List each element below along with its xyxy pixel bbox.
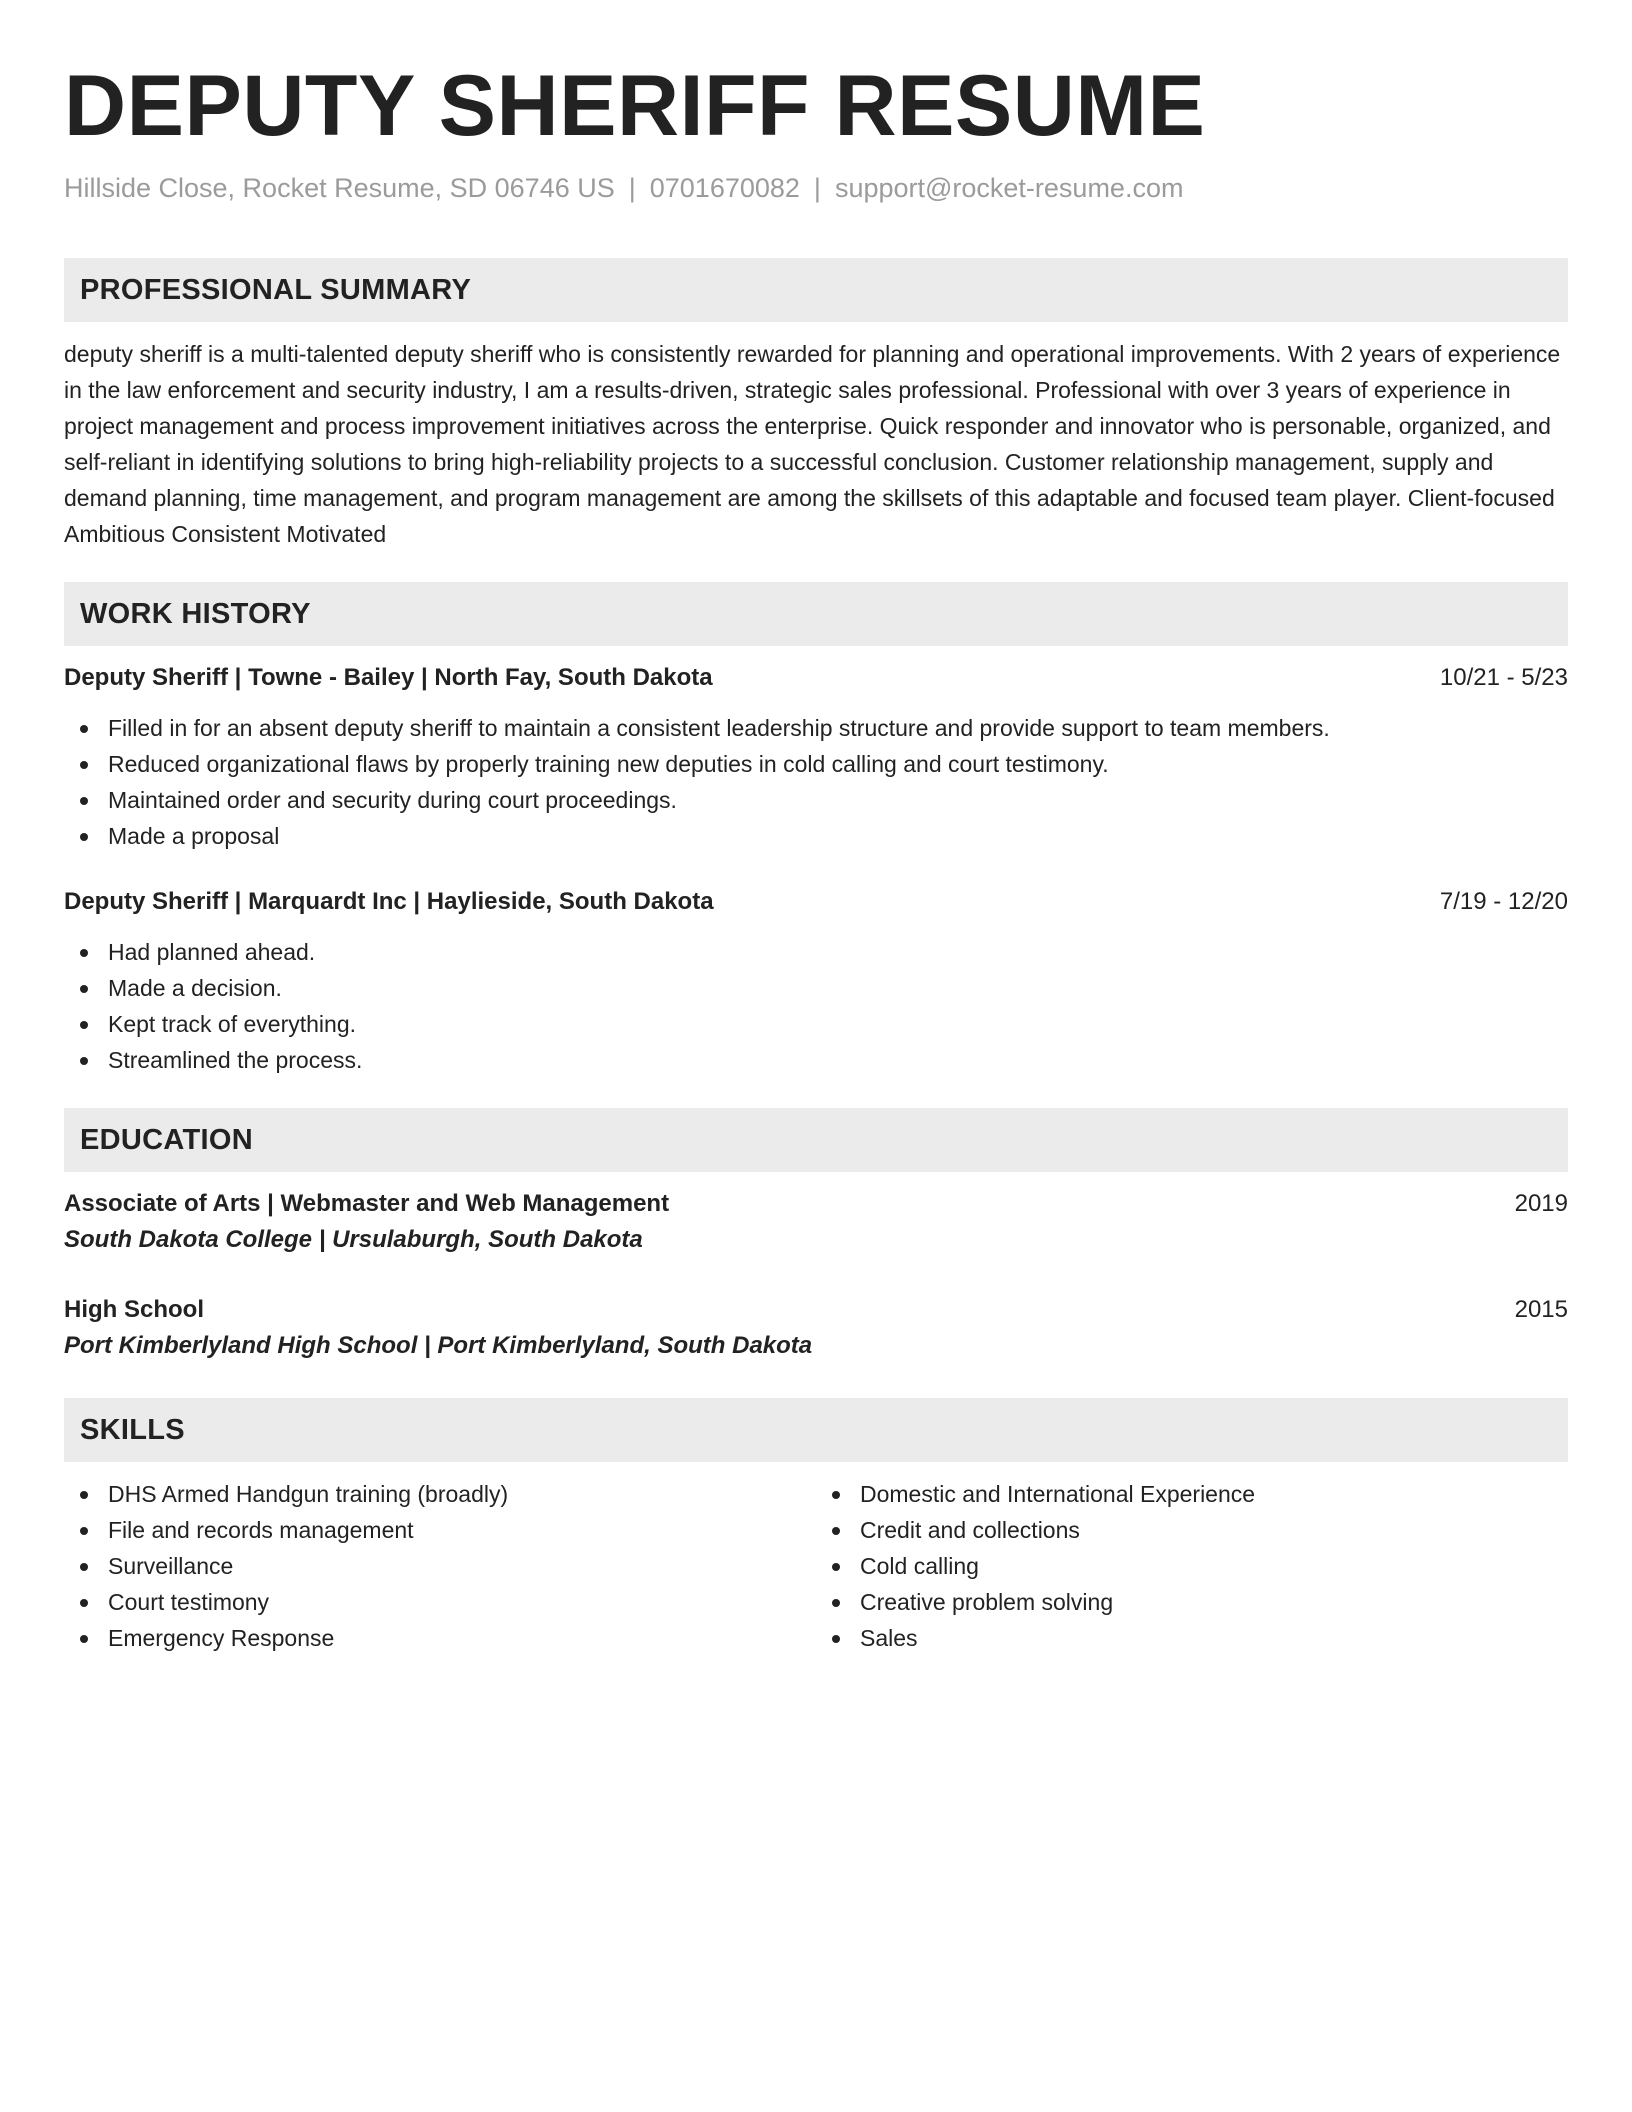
skill-item: Cold calling — [816, 1548, 1568, 1584]
skills-list-left — [64, 1476, 816, 1656]
job-bullets — [64, 710, 1568, 854]
skill-item: DHS Armed Handgun training (broadly) — [64, 1476, 816, 1512]
job-bullet: Reduced organizational flaws by properly training new deputies in cold calling and court testimony. — [64, 746, 1568, 782]
skill-item: Creative problem solving — [816, 1584, 1568, 1620]
job-dates: 7/19 - 12/20 — [1439, 888, 1568, 915]
job-title: Deputy Sheriff | Towne - Bailey | North Fay, South Dakota — [64, 664, 713, 691]
work-entry — [64, 660, 1568, 854]
contact-line — [64, 170, 1568, 206]
section-header-education: EDUCATION — [64, 1108, 1568, 1172]
summary-text: deputy sheriff is a multi-talented deputy sheriff who is consistently rewarded for planning and operational improvements. With 2 years of experience in the law enforcement and security industry, I am a results-driven, strategic sales professional. Professional with over 3 years of experience in project management and process improvement initiatives across the enterprise. Quick responder and innovator who is personable, organized, and self-reliant in identifying solutions to bring high-reliability projects to a successful conclusion. Customer relationship management, supply and demand planning, time management, and program management are among the skillsets of this adaptable and focused team player. Client-focused Ambitious Consistent Motivated — [64, 341, 1561, 547]
education-entry-header — [64, 1186, 1568, 1222]
contact-separator: | — [628, 173, 636, 203]
degree-title: Associate of Arts | Webmaster and Web Management — [64, 1190, 670, 1217]
job-bullet: Streamlined the process. — [64, 1042, 1568, 1078]
skill-item: Surveillance — [64, 1548, 816, 1584]
job-bullet: Made a decision. — [64, 970, 1568, 1006]
contact-separator: | — [813, 173, 821, 203]
education-year: 2019 — [1514, 1190, 1568, 1217]
resume-title: DEPUTY SHERIFF RESUME — [64, 58, 1206, 154]
contact-phone: 0701670082 — [649, 173, 800, 203]
education-list — [64, 1186, 1568, 1364]
section-header-work-history: WORK HISTORY — [64, 582, 1568, 646]
education-year: 2015 — [1514, 1296, 1568, 1323]
job-dates: 10/21 - 5/23 — [1439, 664, 1568, 691]
education-entry — [64, 1292, 1568, 1364]
skill-item: Sales — [816, 1620, 1568, 1656]
skill-item: File and records management — [64, 1512, 816, 1548]
job-title: Deputy Sheriff | Marquardt Inc | Haylieside, South Dakota — [64, 888, 714, 915]
work-entry-header — [64, 884, 1568, 920]
skill-item: Credit and collections — [816, 1512, 1568, 1548]
job-bullet: Maintained order and security during court proceedings. — [64, 782, 1568, 818]
job-bullet: Filled in for an absent deputy sheriff to maintain a consistent leadership structure and provide support to team members. — [64, 710, 1568, 746]
job-bullet: Kept track of everything. — [64, 1006, 1568, 1042]
skills-columns — [64, 1476, 1568, 1656]
work-history-list — [64, 660, 1568, 1078]
work-entry-header — [64, 660, 1568, 696]
school-name: South Dakota College | Ursulaburgh, South Dakota — [64, 1226, 643, 1253]
job-bullet: Made a proposal — [64, 818, 1568, 854]
school-name: Port Kimberlyland High School | Port Kimberlyland, South Dakota — [64, 1332, 813, 1359]
job-bullets — [64, 934, 1568, 1078]
section-header-summary: PROFESSIONAL SUMMARY — [64, 258, 1568, 322]
skill-item: Domestic and International Experience — [816, 1476, 1568, 1512]
education-entry-header — [64, 1292, 1568, 1328]
work-entry — [64, 884, 1568, 1078]
job-bullet: Had planned ahead. — [64, 934, 1568, 970]
skill-item: Court testimony — [64, 1584, 816, 1620]
degree-title: High School — [64, 1296, 204, 1323]
contact-address: Hillside Close, Rocket Resume, SD 06746 US — [64, 173, 615, 203]
skills-list-right — [816, 1476, 1568, 1656]
skill-item: Emergency Response — [64, 1620, 816, 1656]
education-entry — [64, 1186, 1568, 1258]
section-header-skills: SKILLS — [64, 1398, 1568, 1462]
contact-email: support@rocket-resume.com — [834, 173, 1184, 203]
